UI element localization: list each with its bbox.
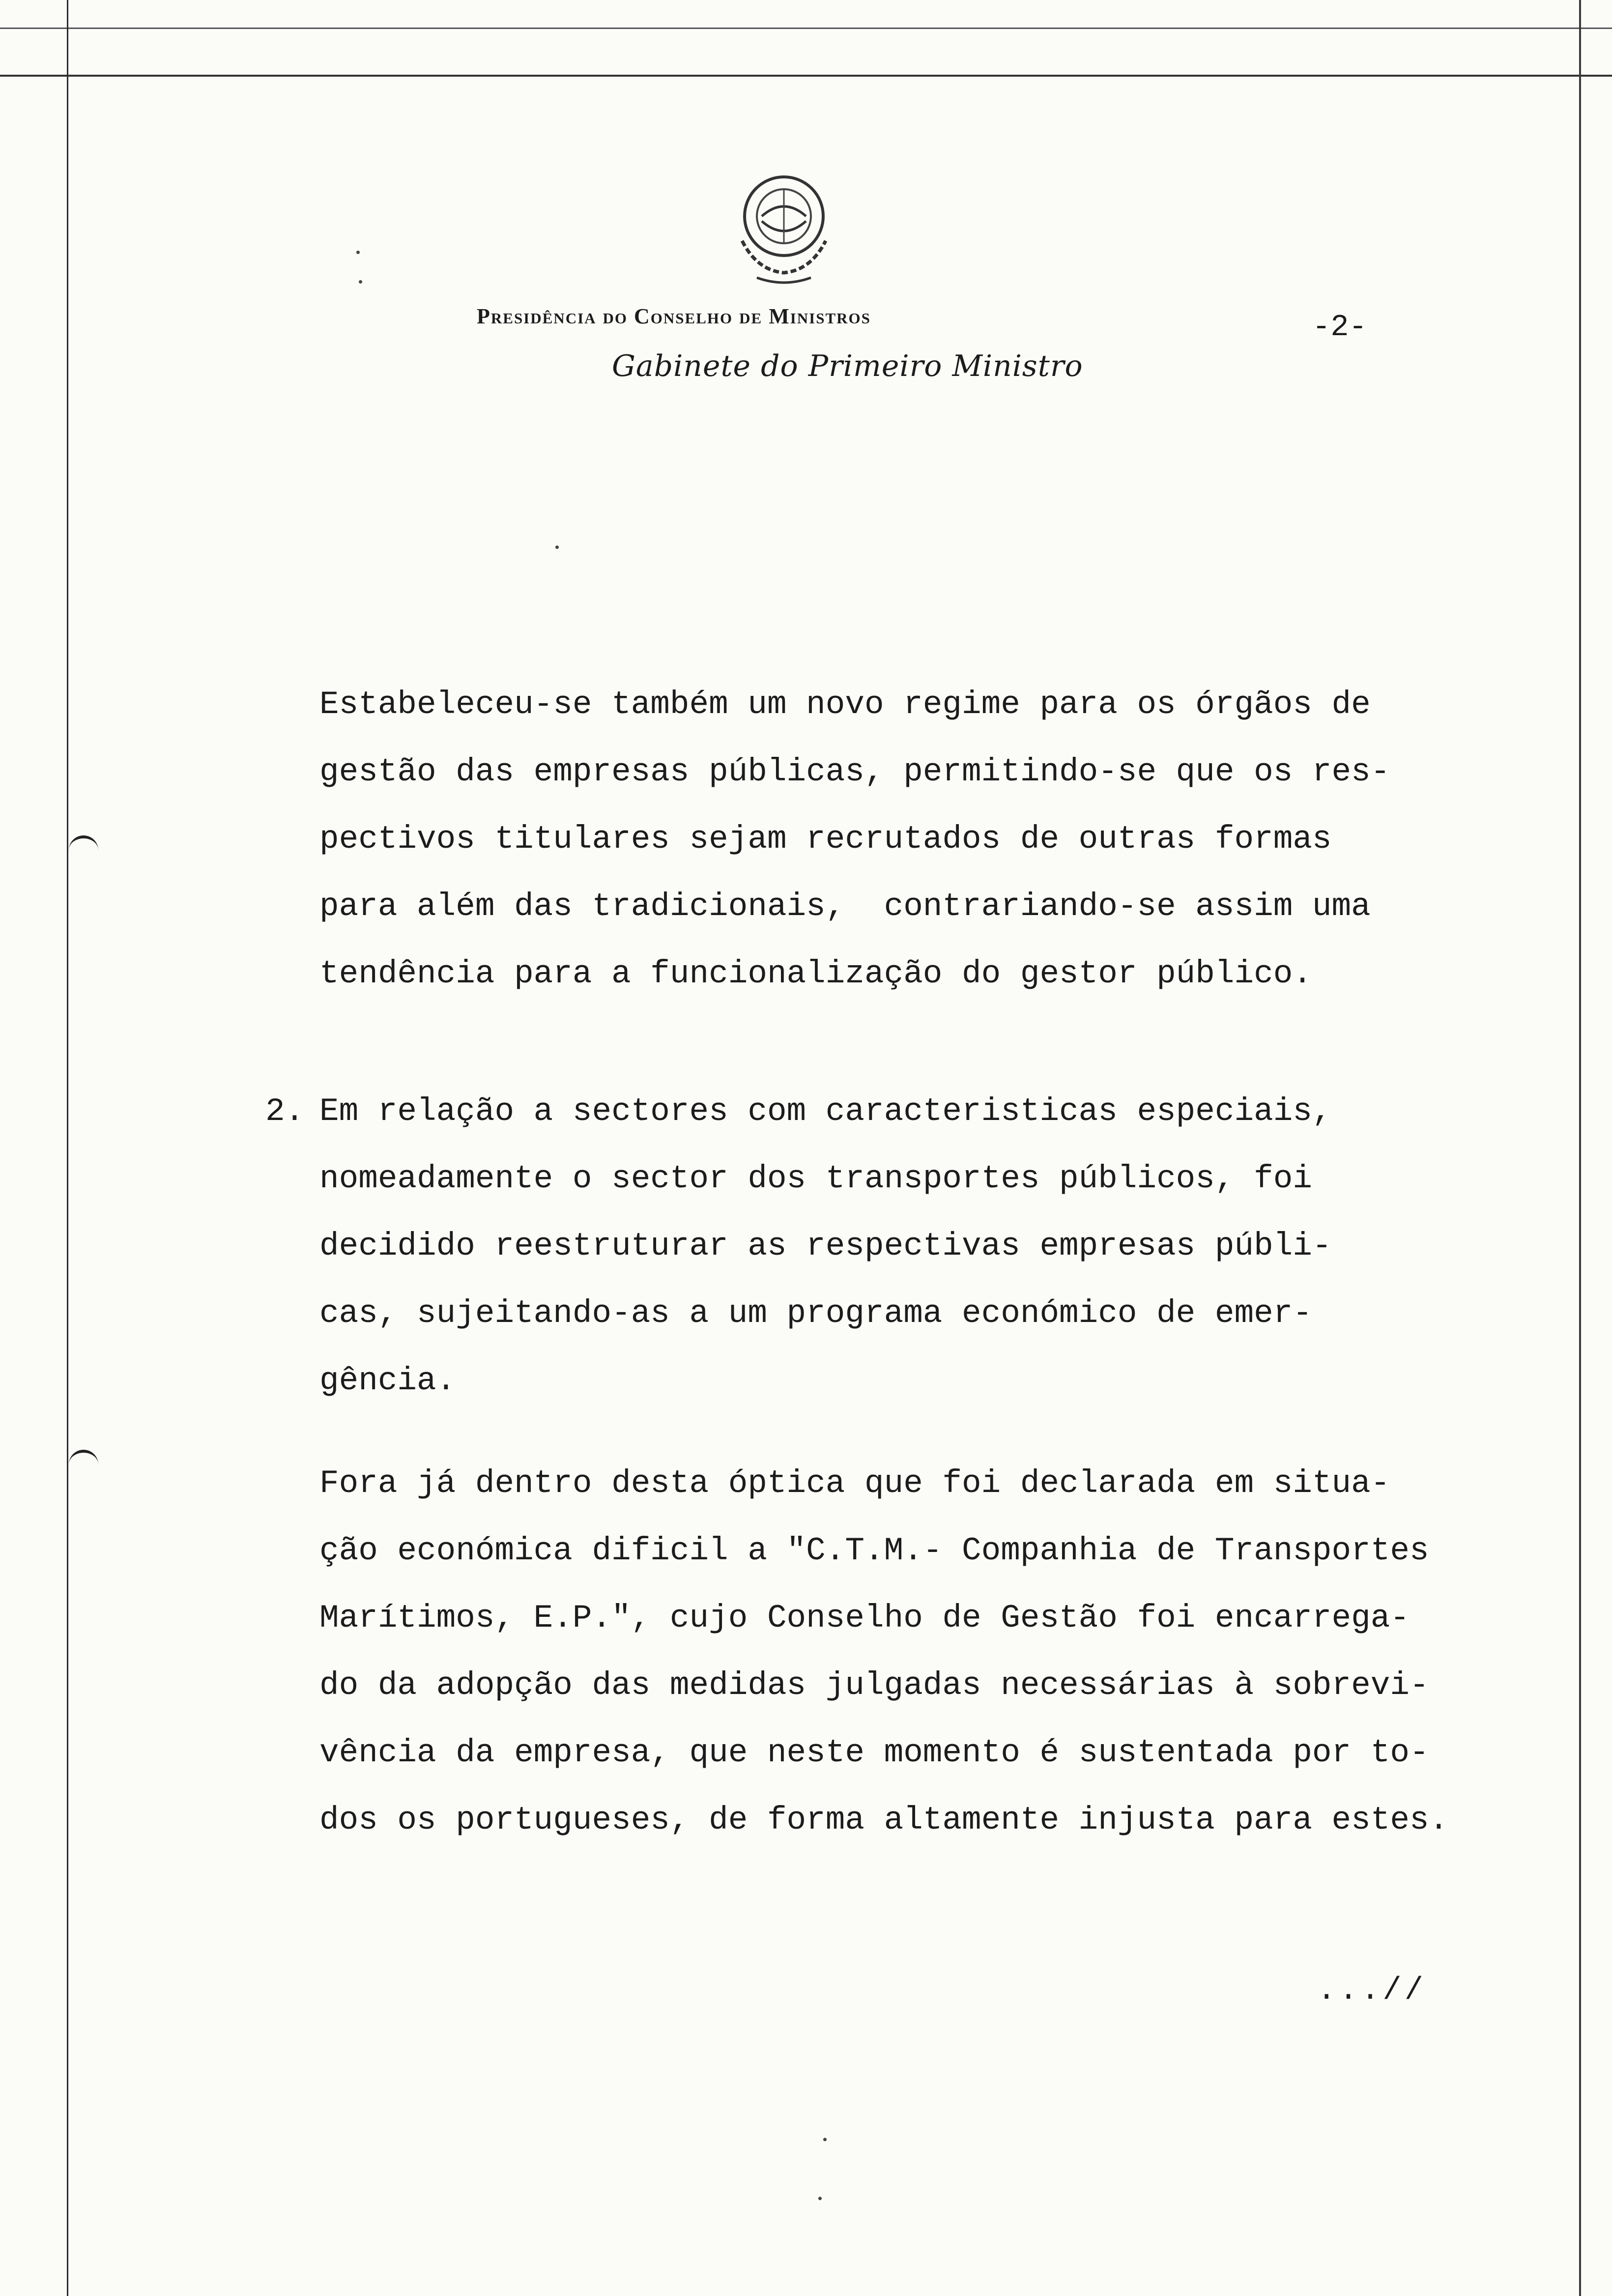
top-rule-lower: [0, 75, 1612, 77]
scan-speck: [818, 2197, 822, 2200]
top-rule: [0, 28, 1612, 29]
paragraph-line: Estabeleceu-se também um novo regime para os órgãos de: [319, 686, 1371, 723]
cabinet-subheading: Gabinete do Primeiro Ministro: [612, 349, 1083, 383]
paragraph-line: ção económica dificil a "C.T.M.- Companhia de Transportes: [319, 1532, 1429, 1569]
office-heading: Presidência do Conselho de Ministros: [477, 304, 871, 328]
paragraph-line: vência da empresa, que neste momento é sustentada por to-: [319, 1734, 1429, 1771]
paragraph-number: 2.: [265, 1093, 305, 1130]
paragraph-line: decidido reestruturar as respectivas empresas públi-: [319, 1228, 1332, 1264]
paragraph-line: cas, sujeitando-as a um programa económico de emer-: [319, 1295, 1312, 1332]
paragraph-line: nomeadamente o sector dos transportes públicos, foi: [319, 1160, 1312, 1197]
left-margin-line: [67, 0, 68, 2296]
scan-speck: [555, 545, 559, 549]
page-number: -2-: [1312, 310, 1367, 344]
paragraph-line: dos os portugueses, de forma altamente injusta para estes.: [319, 1802, 1449, 1838]
coat-of-arms-seal-icon: [727, 167, 840, 290]
right-margin-line: [1579, 0, 1581, 2296]
paragraph-line: tendência para a funcionalização do gestor público.: [319, 955, 1312, 992]
punch-hole-mark: [69, 835, 98, 855]
continuation-mark: ...//: [1317, 1973, 1427, 2009]
paragraph-line: gência.: [319, 1362, 456, 1399]
scan-speck: [823, 2138, 827, 2141]
paragraph-line: Fora já dentro desta óptica que foi declarada em situa-: [319, 1465, 1390, 1502]
paragraph-line: Marítimos, E.P.", cujo Conselho de Gestão foi encarrega-: [319, 1600, 1410, 1636]
paragraph-line: do da adopção das medidas julgadas necessárias à sobrevi-: [319, 1667, 1429, 1704]
punch-hole-mark: [69, 1450, 98, 1469]
scan-speck: [356, 251, 360, 254]
paragraph-line: gestão das empresas públicas, permitindo-se que os res-: [319, 753, 1390, 790]
paragraph-line: pectivos titulares sejam recrutados de outras formas: [319, 821, 1332, 858]
scan-speck: [359, 280, 362, 284]
paragraph-line: Em relação a sectores com caracteristicas especiais,: [319, 1093, 1332, 1130]
paragraph-line: para além das tradicionais, contrariando-se assim uma: [319, 888, 1371, 925]
